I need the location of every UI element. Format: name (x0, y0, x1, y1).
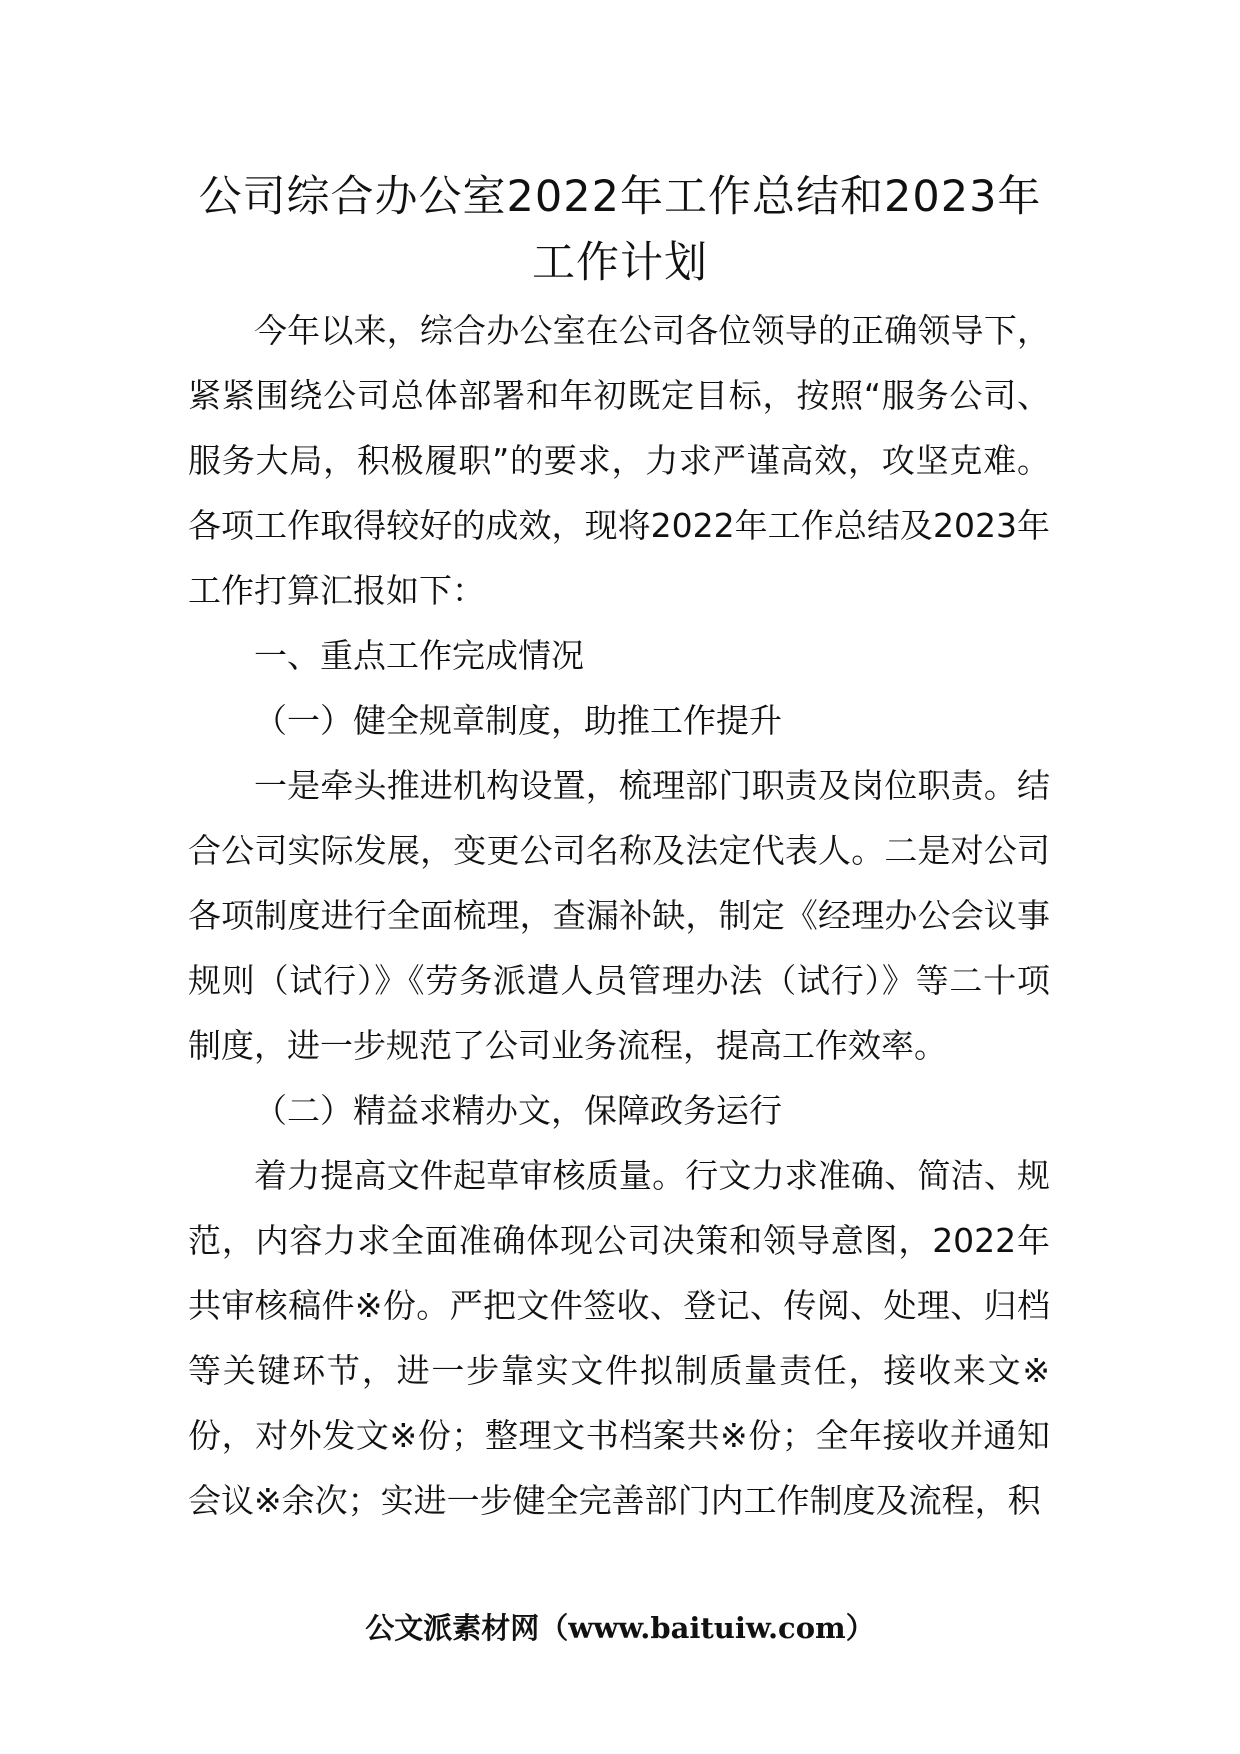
body-paragraph-1: 一是牵头推进机构设置，梳理部门职责及岗位职责。结合公司实际发展，变更公司名称及法定代表人。二是对公司各项制度进行全面梳理，查漏补缺，制定《经理办公会议事规则（试行）》《劳务派遣人员管理办法（试行）》等二十项制度，进一步规范了公司业务流程，提高工作效率。 (188, 766, 1050, 1065)
document-body (188, 298, 1050, 1533)
document-title (186, 164, 1054, 296)
section-heading-1: 一、重点工作完成情况 (254, 636, 584, 675)
title-line-2: 工作计划 (532, 238, 708, 288)
body-paragraph-2: 着力提高文件起草审核质量。行文力求准确、简洁、规范，内容力求全面准确体现公司决策和领导意图，2022年共审核稿件※份。严把文件签收、登记、传阅、处理、归档等关键环节，进一步靠实文件拟制质量责任，接收来文※份，对外发文※份；整理文书档案共※份；全年接收并通知会议※余次；实进一步健全完善部门内工作制度及流程，积 (188, 1156, 1050, 1520)
subsection-heading-1: （一）健全规章制度，助推工作提升 (254, 701, 782, 740)
subsection-heading-2: （二）精益求精办文，保障政务运行 (254, 1091, 782, 1130)
title-line-1: 公司综合办公室2022年工作总结和2023年 (198, 172, 1042, 222)
intro-paragraph: 今年以来，综合办公室在公司各位领导的正确领导下，紧紧围绕公司总体部署和年初既定目标，按照“服务公司、服务大局，积极履职”的要求，力求严谨高效，攻坚克难。各项工作取得较好的成效，现将2022年工作总结及2023年工作打算汇报如下： (188, 311, 1050, 610)
watermark-footer: 公文派素材网（www.baituiw.com） (365, 1611, 875, 1645)
